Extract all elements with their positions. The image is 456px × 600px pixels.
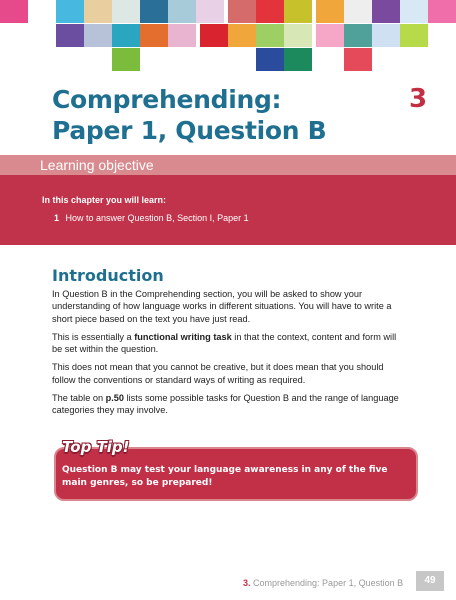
learning-objective-item-text: How to answer Question B, Section I, Paper 1 [65, 213, 249, 223]
mosaic-tile [284, 0, 312, 23]
paragraph: This does not mean that you cannot be creative, but it does mean that you should follow the conventions or standard ways of writing as required. [52, 362, 384, 385]
introduction-heading: Introduction [52, 266, 164, 285]
paragraph-text: lists some possible tasks for Question B and the range of language categories they may involve. [52, 393, 399, 416]
learning-objective-title: Learning objective [40, 157, 154, 173]
chapter-title-line2: Paper 1, Question B [52, 116, 327, 145]
mosaic-tile [344, 24, 372, 47]
footer-running-title [243, 578, 403, 588]
mosaic-tile [140, 0, 168, 23]
mosaic-tile [228, 24, 256, 47]
paragraph-text: The table on [52, 393, 106, 404]
mosaic-tile [84, 0, 112, 23]
learning-objective-intro: In this chapter you will learn: [42, 195, 167, 205]
chapter-title-line1: Comprehending: [52, 85, 282, 114]
paragraph-text: in that the context, content and form will be set within the question. [52, 331, 397, 355]
mosaic-tile [112, 24, 140, 47]
page-reference: p.50 [105, 393, 125, 404]
mosaic-tile [256, 24, 284, 47]
mosaic-tile [0, 0, 28, 23]
mosaic-tile [400, 0, 428, 23]
mosaic-tile [372, 0, 400, 23]
mosaic-tile [372, 24, 400, 47]
mosaic-tile [168, 0, 196, 23]
page-number: 49 [416, 571, 444, 591]
mosaic-tile [428, 0, 456, 23]
paragraph: In Question B in the Comprehending section, you will be asked to show your understanding of how language works in different situations. You will have to write a short piece based on the text you have just read. [52, 289, 392, 324]
mosaic-tile [228, 0, 256, 23]
mosaic-tile [284, 24, 312, 47]
mosaic-tile [256, 0, 284, 23]
mosaic-tile [284, 48, 312, 71]
footer-chapter-title: Comprehending: Paper 1, Question B [250, 578, 404, 588]
introduction-body [52, 288, 402, 423]
paragraph [52, 331, 402, 356]
header-color-mosaic [0, 0, 456, 80]
mosaic-tile [140, 24, 168, 47]
mosaic-tile [200, 24, 228, 47]
mosaic-tile [344, 0, 372, 23]
mosaic-tile [56, 0, 84, 23]
top-tip-text: Question B may test your language awareness in any of the five main genres, so be prepared! [62, 465, 388, 488]
mosaic-tile [316, 24, 344, 47]
chapter-number: 3 [409, 84, 428, 114]
chapter-title [52, 84, 326, 146]
mosaic-tile [112, 0, 140, 23]
mosaic-tile [256, 48, 284, 71]
mosaic-tile [112, 48, 140, 71]
mosaic-tile [344, 48, 372, 71]
mosaic-tile [196, 0, 224, 23]
learning-objective-item-number: 1 [54, 213, 60, 223]
paragraph-text: This is essentially a [52, 331, 135, 342]
mosaic-tile [56, 24, 84, 47]
footer-chapter-number: 3. [243, 578, 251, 588]
learning-objective-header [0, 155, 456, 175]
top-tip-label: Top Tip! [62, 438, 130, 456]
mosaic-tile [400, 24, 428, 47]
paragraph [52, 392, 402, 417]
mosaic-tile [84, 24, 112, 47]
bold-term: functional writing task [134, 331, 232, 342]
learning-objective-item [54, 213, 249, 223]
mosaic-tile [168, 24, 196, 47]
mosaic-tile [316, 0, 344, 23]
learning-objective-box [0, 175, 456, 245]
